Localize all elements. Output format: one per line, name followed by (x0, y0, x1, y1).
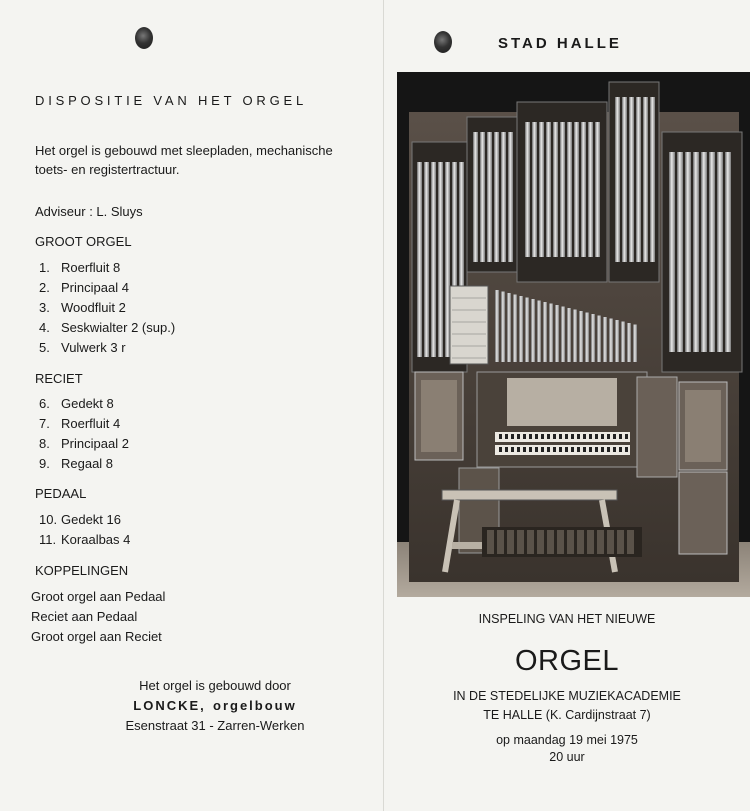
organ-photo-illustration (397, 72, 750, 597)
built-by-line: Het orgel is gebouwd door (139, 678, 291, 693)
date-block (384, 732, 750, 766)
list-item: Reciet aan Pedaal (31, 609, 138, 624)
list-item: 10. Gedekt 16 (39, 512, 121, 527)
list-item: 3. Woodfluit 2 (39, 300, 126, 315)
list-item: Groot orgel aan Reciet (31, 629, 162, 644)
builder-address: Esenstraat 31 - Zarren-Werken (125, 718, 305, 733)
builder-line (60, 696, 370, 716)
inauguration-line: INSPELING VAN HET NIEUWE (478, 612, 656, 626)
section-heading-groot-orgel: GROOT ORGEL (35, 234, 132, 249)
venue-line-2: TE HALLE (K. Cardijnstraat 7) (483, 708, 651, 722)
stop-list-groot-orgel (39, 258, 175, 358)
builder-suffix: orgelbouw (213, 698, 297, 713)
list-item: 5. Vulwerk 3 r (39, 340, 126, 355)
list-item: Groot orgel aan Pedaal (31, 589, 166, 604)
list-item: 6. Gedekt 8 (39, 396, 114, 411)
list-item: 8. Principaal 2 (39, 436, 129, 451)
city-header: STAD HALLE (498, 35, 622, 52)
stop-list-reciet (39, 394, 129, 474)
organ-photo (397, 72, 750, 597)
stop-list-pedaal (39, 510, 130, 550)
punch-hole-right (434, 31, 452, 53)
section-heading-koppelingen: KOPPELINGEN (35, 563, 129, 578)
list-item: 1. Roerfluit 8 (39, 260, 121, 275)
builder-block (60, 676, 370, 736)
intro-text: Het orgel is gebouwd met sleepladen, mechanische toets- en registertractuur. (35, 143, 333, 177)
section-heading-reciet: RECIET (35, 371, 83, 386)
list-item: 4. Seskwialter 2 (sup.) (39, 320, 176, 335)
venue-block (384, 687, 750, 725)
couplings-list (31, 587, 165, 647)
list-item: 7. Roerfluit 4 (39, 416, 121, 431)
list-item: 2. Principaal 4 (39, 280, 129, 295)
date-line: op maandag 19 mei 1975 (496, 733, 638, 747)
main-title: ORGEL (514, 645, 620, 677)
punch-hole-left (135, 27, 153, 49)
venue-line-1: IN DE STEDELIJKE MUZIEKACADEMIE (453, 689, 681, 703)
list-item: 9. Regaal 8 (39, 456, 114, 471)
list-item: 11. Koraalbas 4 (39, 532, 131, 547)
adviseur-line: Adviseur : L. Sluys (35, 204, 143, 219)
time-line: 20 uur (549, 750, 585, 764)
builder-name: LONCKE, (133, 698, 206, 713)
disposition-title: DISPOSITIE VAN HET ORGEL (35, 93, 308, 108)
section-heading-pedaal: PEDAAL (35, 486, 87, 501)
